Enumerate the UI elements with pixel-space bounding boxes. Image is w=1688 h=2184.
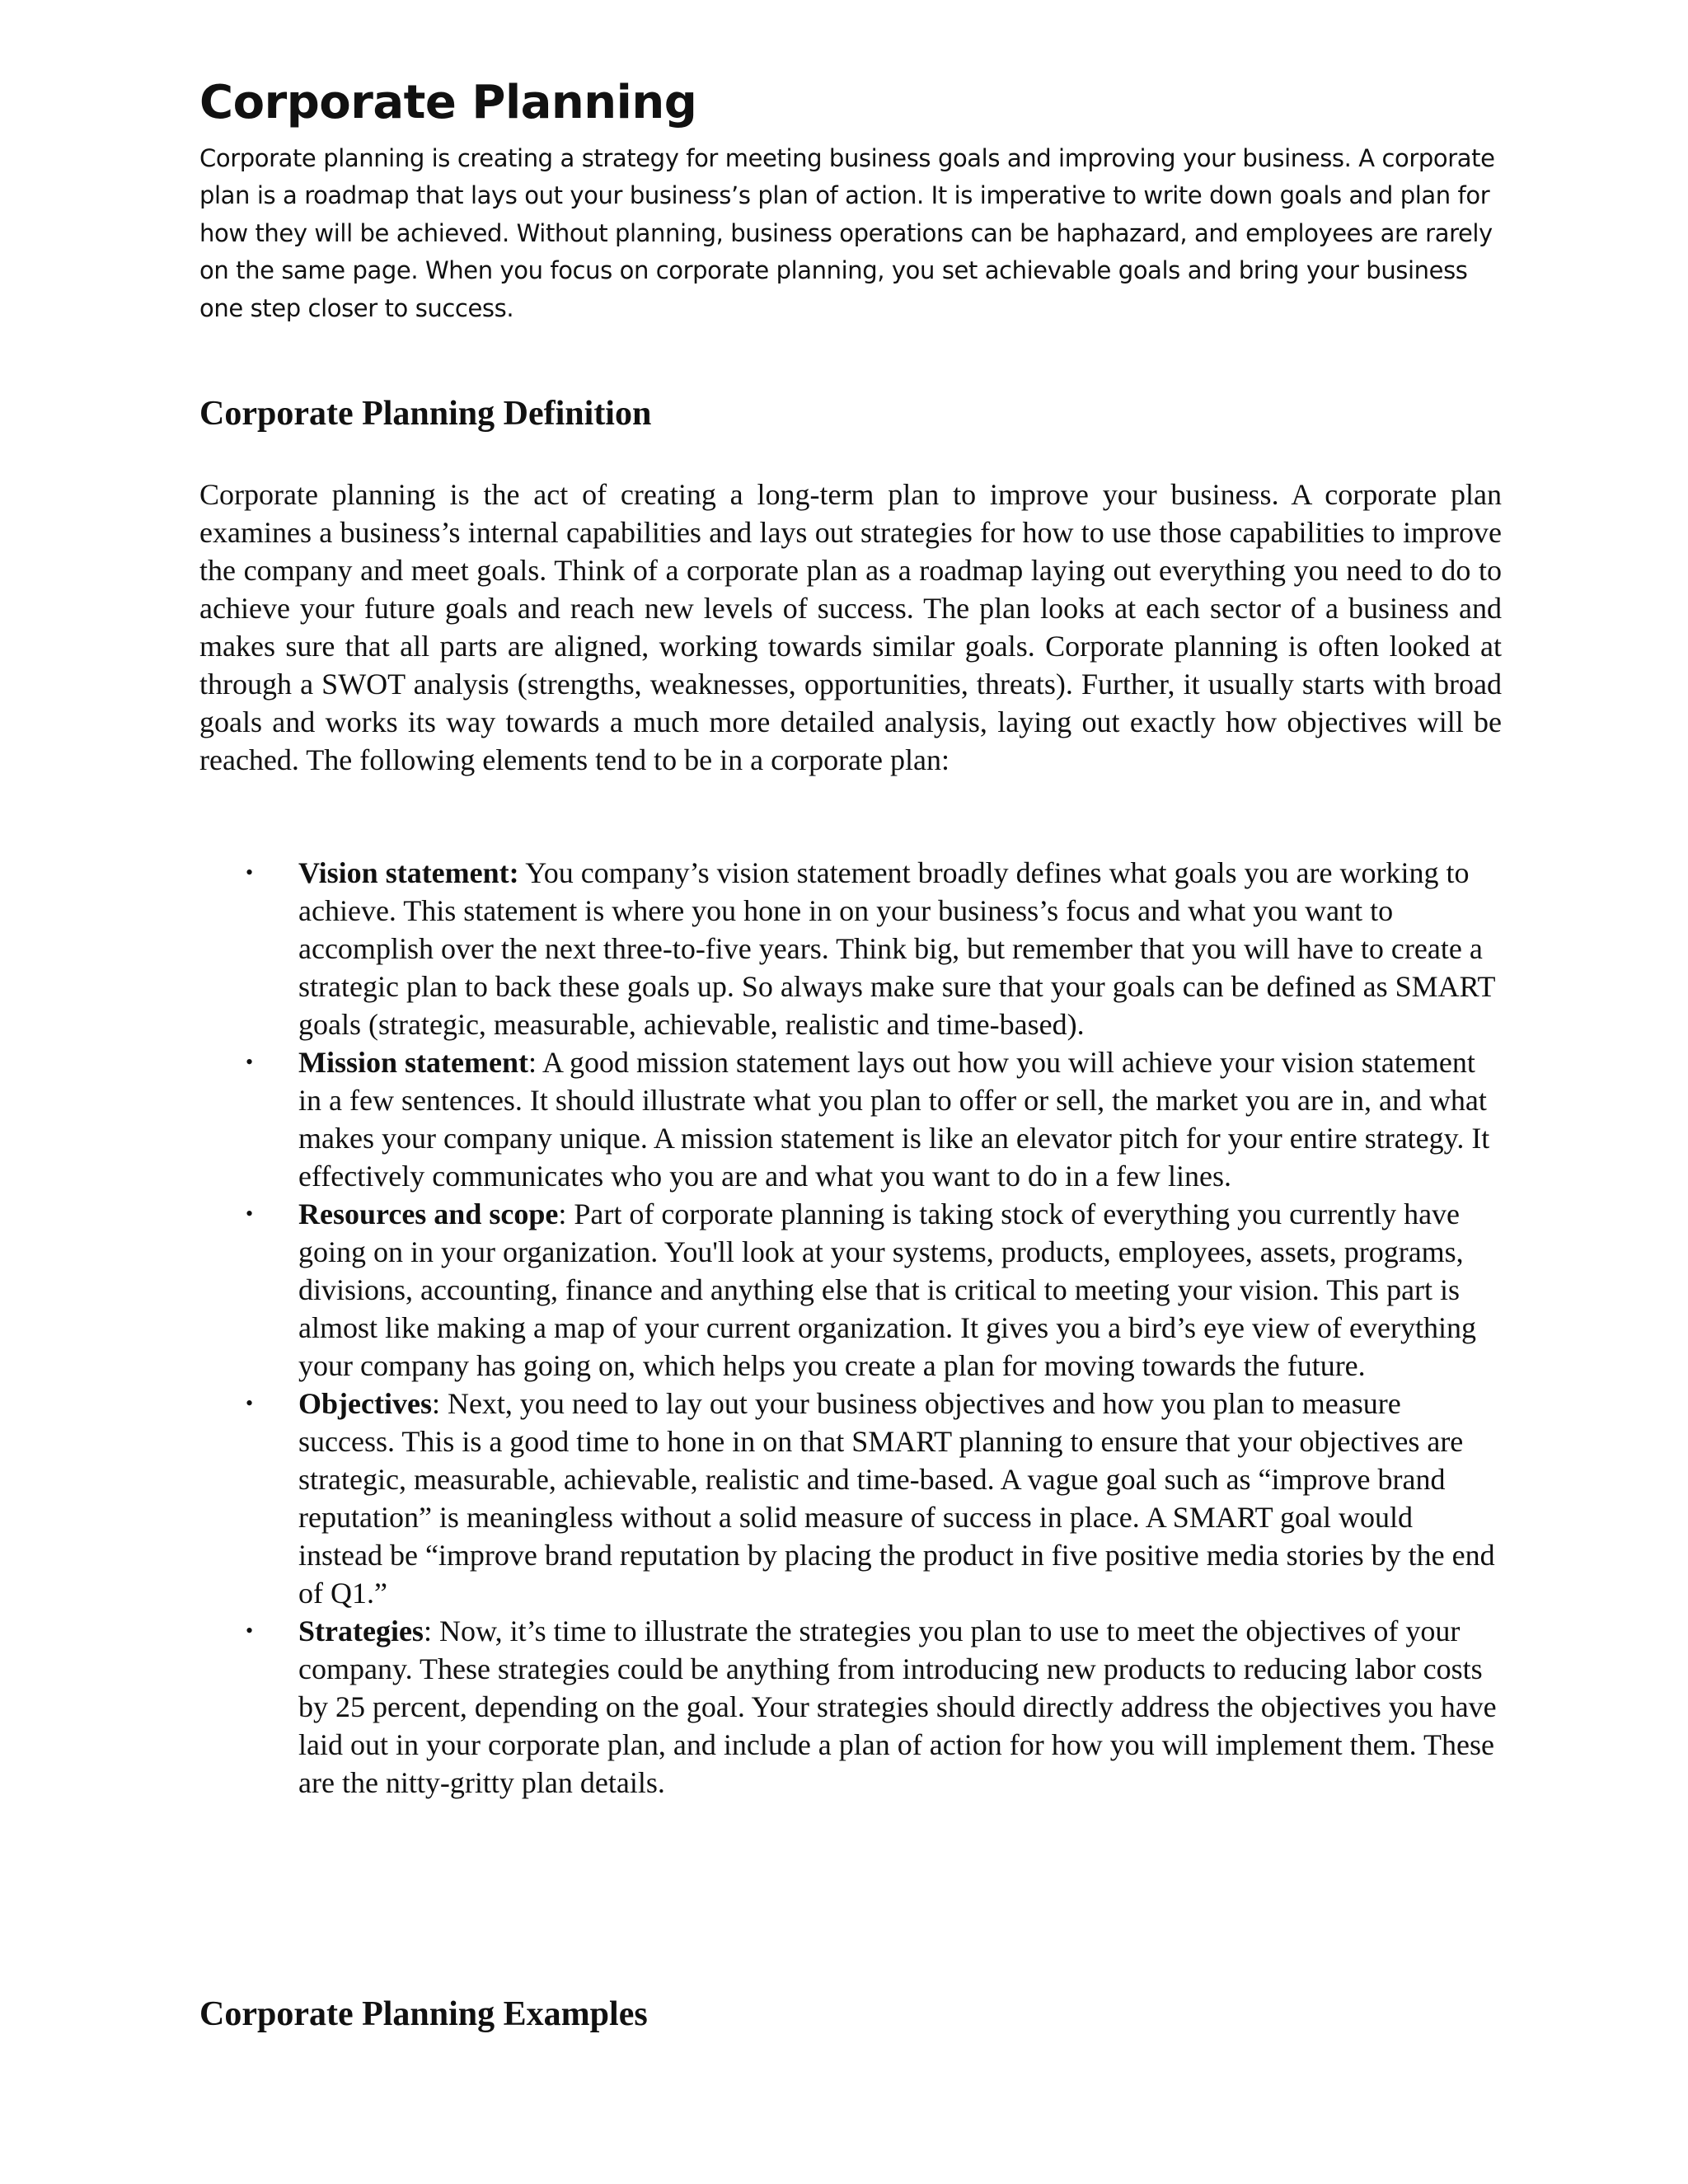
bullet-point: • xyxy=(246,1202,254,1226)
list-item-vision-statement xyxy=(199,854,1502,1043)
list-item-text: : A good mission statement lays out how you will achieve your vision statement in a few sentences. It should illustrate what you plan to offer or sell, the market you are in, and what makes your company unique. A mission statement is like an elevator pitch for your entire strategy. It effectively communicates who you are and what you want to do in a few lines. xyxy=(298,1046,1490,1193)
definition-heading: Corporate Planning Definition xyxy=(199,395,652,433)
list-item-term: Objectives xyxy=(298,1387,432,1420)
list-item-term: Resources and scope xyxy=(298,1197,559,1230)
list-item-text: You company’s vision statement broadly defines what goals you are working to achieve. This statement is where you hone in on your business’s focus and what you want to accomplish over the next three-to-five years. Think big, but remember that you will have to create a strategic plan to back these goals up. So always make sure that your goals can be defined as SMART goals (strategic, measurable, achievable, realistic and time-based). xyxy=(298,856,1495,1041)
list-item-text: : Part of corporate planning is taking stock of everything you currently have going on in your organization. You'll look at your systems, products, employees, assets, programs, divisions, accounting, finance and anything else that is critical to meeting your vision. This part is almost like making a map of your current organization. It gives you a bird’s eye view of everything your company has going on, which helps you create a plan for moving towards the future. xyxy=(298,1197,1476,1382)
list-item-text: : Next, you need to lay out your business objectives and how you plan to measure success. This is a good time to hone in on that SMART planning to ensure that your objectives are strategic, measurable, achievable, realistic and time-based. A vague goal such as “improve brand reputation” is meaningless without a solid measure of success in place. A SMART goal would instead be “improve brand reputation by placing the product in five positive media stories by the end of Q1.” xyxy=(298,1387,1495,1610)
page-title: Corporate Planning xyxy=(199,76,697,129)
list-item-objectives xyxy=(199,1385,1502,1612)
list-item-mission-statement xyxy=(199,1043,1502,1195)
plan-elements-list xyxy=(199,854,1502,1802)
bullet-point: • xyxy=(246,860,254,884)
bullet-point: • xyxy=(246,1050,254,1074)
examples-heading: Corporate Planning Examples xyxy=(199,1995,648,2033)
list-item-text: : Now, it’s time to illustrate the strategies you plan to use to meet the objectives of your company. These strategies could be anything from introducing new products to reducing labor costs by 25 percent, depending on the goal. Your strategies should directly address the objectives you have laid out in your corporate plan, and include a plan of action for how you will implement them. These are the nitty-gritty plan details. xyxy=(298,1615,1497,1799)
list-item-term: Vision statement: xyxy=(298,856,519,889)
list-item-resources-and-scope xyxy=(199,1195,1502,1385)
list-item-term: Mission statement xyxy=(298,1046,528,1079)
definition-paragraph: Corporate planning is the act of creating a long-term plan to improve your business. A corporate plan examines a business’s internal capabilities and lays out strategies for how to use those capabilities to improve the company and meet goals. Think of a corporate plan as a roadmap laying out everything you need to do to achieve your future goals and reach new levels of success. The plan looks at each sector of a business and makes sure that all parts are aligned, working towards similar goals. Corporate planning is often looked at through a SWOT analysis (strengths, weaknesses, opportunities, threats). Further, it usually starts with broad goals and works its way towards a much more detailed analysis, laying out exactly how objectives will be reached. The following elements tend to be in a corporate plan: xyxy=(199,478,1502,776)
list-item-strategies xyxy=(199,1612,1502,1802)
bullet-point: • xyxy=(246,1619,254,1643)
intro-paragraph: Corporate planning is creating a strategy for meeting business goals and improving your business. A corporate plan is a roadmap that lays out your business’s plan of action. It is imperative to write down goals and plan for how they will be achieved. Without planning, business operations can be haphazard, and employees are rarely on the same page. When you focus on corporate planning, you set achievable goals and bring your business one step closer to success. xyxy=(199,144,1495,322)
bullet-point: • xyxy=(246,1391,254,1415)
list-item-term: Strategies xyxy=(298,1615,424,1647)
